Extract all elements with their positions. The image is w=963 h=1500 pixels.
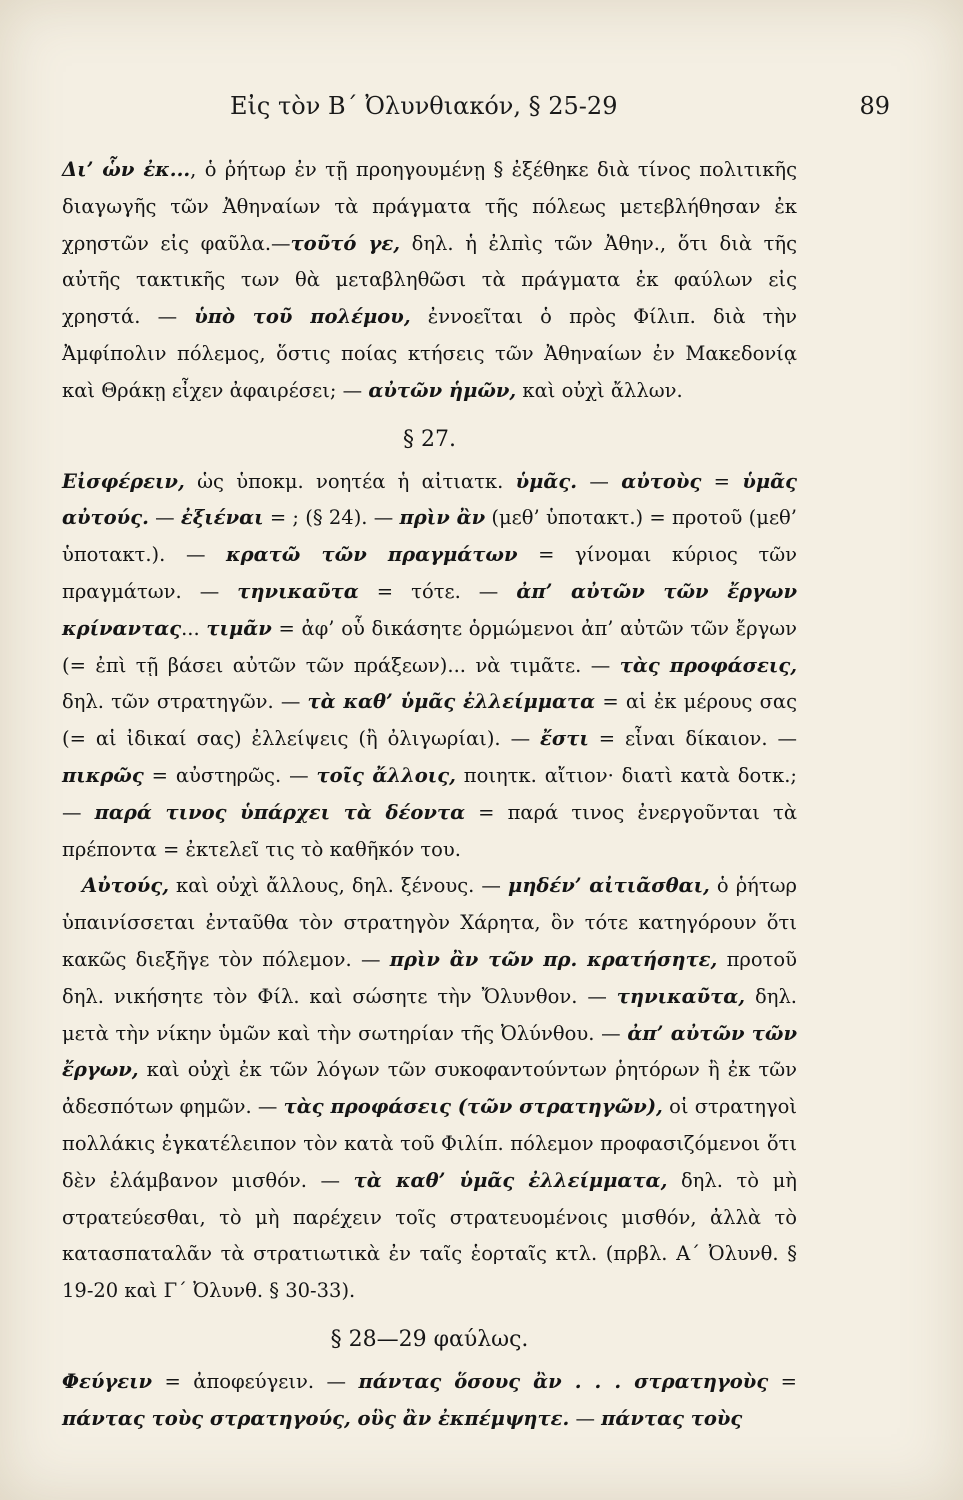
lemma-term: τὰ καθ’ ὑμᾶς ἐλλείμματα,: [353, 1168, 668, 1192]
lemma-term: τηνικαῦτα: [237, 579, 359, 603]
running-header: [60, 92, 910, 132]
lemma-term: Αὐτούς,: [82, 874, 169, 898]
commentary-text: —: [569, 1406, 602, 1430]
lemma-term: Φεύγειν: [62, 1369, 153, 1393]
commentary-text: προτοῦ δηλ. νικήσητε τὸν Φίλ. καὶ σώσητε τὴν Ὄλυνθον. —: [62, 947, 797, 1008]
header-title: Εἰς τὸν Β΄ Ὀλυνθιακόν, § 25-29: [230, 92, 618, 120]
commentary-text: καὶ οὐχὶ ἐκ τῶν λόγων τῶν συκοφαντούντων ῥητόρων ἢ ἐκ τῶν ἀδεσπότων φημῶν. —: [62, 1058, 797, 1119]
lemma-term: ἐξιέναι: [180, 506, 264, 530]
commentary-text: —: [148, 506, 181, 530]
commentary-text: = ; (§ 24). —: [263, 506, 400, 530]
commentary-paragraph: [62, 464, 797, 869]
commentary-text: —: [577, 469, 622, 493]
commentary-text: δηλ. τῶν στρατηγῶν. —: [62, 690, 308, 714]
lemma-term: τιμᾶν: [206, 616, 272, 640]
lemma-term: Εἰσφέρειν,: [62, 469, 185, 493]
commentary-text: = αἱ ἐκ μέρους σας (= αἱ ἰδικαί σας) ἐλλείψεις (ἢ ὀλιγωρίαι). —: [62, 690, 797, 751]
commentary-text: = εἶναι δίκαιον. —: [588, 727, 797, 751]
commentary-text: = γίνομαι κύριος τῶν πραγμάτων. —: [62, 543, 797, 603]
lemma-term: πάντας τοὺς: [601, 1406, 743, 1430]
lemma-term: μηδέν’ αἰτιᾶσθαι,: [507, 874, 710, 898]
lemma-term: τοῦτό γε,: [290, 231, 401, 255]
lemma-term: πάντας ὅσους ἂν . . . στρατηγοὺς: [358, 1369, 769, 1393]
commentary-text: = παρά τινος ἐνεργοῦνται τὰ πρέποντα = ἐκτελεῖ τις τὸ καθῆκόν του.: [62, 800, 797, 861]
commentary-text: καὶ οὐχὶ ἄλλων.: [516, 378, 683, 402]
section-heading: § 27.: [403, 426, 456, 452]
commentary-text: δηλ. τὸ μὴ στρατεύεσθαι, τὸ μὴ παρέχειν τοῖς στρατευομένοις μισθόν, ἀλλὰ τὸ κατασπαταλᾶν τὰ στρατιωτικὰ ἐν ταῖς ἑορταῖς κτλ. (πρβλ. Α΄ Ὀλυνθ. § 19-20 καὶ Γ΄ Ὀλυνθ. § 30-33).: [62, 1168, 797, 1303]
page-body: [62, 152, 797, 1438]
section-heading: § 28—29 φαύλως.: [330, 1326, 529, 1352]
lemma-term: Δι’ ὧν ἐκ...: [62, 158, 191, 181]
commentary-text: καὶ οὐχὶ ἄλλους, δηλ. ξένους. —: [168, 874, 508, 898]
lemma-term: τοῖς ἄλλοις,: [316, 763, 456, 787]
lemma-term: ὑμᾶς.: [515, 469, 578, 493]
lemma-term: ἔστι: [540, 727, 589, 751]
commentary-text: οἱ στρατηγοὶ πολλάκις ἐγκατέλειπον τὸν κατὰ τοῦ Φιλίπ. πόλεμον προφασιζόμενοι ὅτι δὲν ἐλάμβανον μισθόν. —: [62, 1095, 797, 1192]
lemma-term: τηνικαῦτα,: [616, 984, 746, 1008]
lemma-term: ἀπ’ αὐτῶν τῶν ἔργων κρίναντας: [62, 579, 797, 640]
commentary-text: =: [701, 469, 743, 493]
lemma-term: πάντας τοὺς στρατηγούς, οὓς ἂν ἐκπέμψητε.: [62, 1406, 570, 1430]
lemma-term: πρὶν ἂν τῶν πρ. κρατήσητε,: [389, 947, 718, 971]
commentary-text: = ἀφ’ οὗ δικάσητε ὁρμώμενοι ἀπ’ αὐτῶν τῶν ἔργων (= ἐπὶ τῇ βάσει αὐτῶν τῶν πράξεων)... νὰ τιμᾶτε. —: [62, 616, 797, 677]
lemma-term: πικρῶς: [62, 763, 144, 787]
page-number: 89: [859, 92, 890, 120]
commentary-text: ὁ ῥήτωρ ὑπαινίσσεται ἐνταῦθα τὸν στρατηγὸν Χάρητα, ὃν τότε κατηγόρουν ὅτι κακῶς διεξῆγε τὸν πόλεμον. —: [62, 874, 797, 971]
commentary-text: δηλ. ἡ ἐλπὶς τῶν Ἀθην., ὅτι διὰ τῆς αὐτῆς τακτικῆς των θὰ μεταβληθῶσι τὰ πράγματα ἐκ φαύλων εἰς χρηστά. —: [62, 231, 797, 329]
commentary-text: ποιητκ. αἴτιον· διατὶ κατὰ δοτκ.; —: [62, 763, 797, 824]
lemma-term: ὑμᾶς αὐτούς.: [62, 469, 797, 530]
commentary-paragraph: [62, 868, 797, 1310]
lemma-term: ἀπ’ αὐτῶν τῶν ἔργων,: [62, 1021, 797, 1082]
commentary-text: δηλ. μετὰ τὴν νίκην ὑμῶν καὶ τὴν σωτηρίαν τῆς Ὀλύνθου. —: [62, 984, 797, 1045]
lemma-term: ὑπὸ τοῦ πολέμου,: [194, 305, 411, 329]
commentary-text: = αὐστηρῶς. —: [143, 763, 317, 787]
commentary-text: (μεθ’ ὑποτακτ.) = προτοῦ (μεθ’ ὑποτακτ.). —: [62, 506, 797, 567]
lemma-term: αὐτῶν ἡμῶν,: [368, 378, 517, 402]
commentary-text: = τότε. —: [358, 579, 517, 603]
commentary-paragraph: [62, 152, 797, 410]
commentary-text: ἐννοεῖται ὁ πρὸς Φίλιπ. διὰ τὴν Ἀμφίπολιν πόλεμος, ὅστις ποίας κτήσεις τῶν Ἀθηναίων ἐν Μακεδονίᾳ καὶ Θράκῃ εἶχεν ἀφαιρέσει; —: [62, 305, 798, 402]
lemma-term: αὐτοὺς: [621, 469, 702, 493]
lemma-term: τὰ καθ’ ὑμᾶς ἐλλείμματα: [307, 690, 596, 714]
lemma-term: τὰς προφάσεις (τῶν στρατηγῶν),: [283, 1095, 663, 1119]
lemma-term: κρατῶ τῶν πραγμάτων: [226, 543, 518, 567]
commentary-text: =: [768, 1369, 797, 1393]
lemma-term: πρὶν ἂν: [399, 506, 486, 530]
commentary-text: = ἀποφεύγειν. —: [152, 1369, 359, 1393]
commentary-text: ὡς ὑποκμ. νοητέα ἡ αἰτιατκ.: [184, 469, 516, 493]
lemma-term: παρά τινος ὑπάρχει τὰ δέοντα: [94, 800, 466, 824]
commentary-paragraph: [62, 1364, 797, 1438]
commentary-text: ...: [181, 616, 207, 640]
commentary-text: , ὁ ῥήτωρ ἐν τῇ προηγουμένῃ § ἐξέθηκε διὰ τίνος πολιτικῆς διαγωγῆς τῶν Ἀθηναίων τὰ πράγματα τῆς πόλεως μετεβλήθησαν ἐκ χρηστῶν εἰς φαῦλα.—: [62, 158, 797, 255]
lemma-term: τὰς προφάσεις,: [619, 653, 797, 677]
